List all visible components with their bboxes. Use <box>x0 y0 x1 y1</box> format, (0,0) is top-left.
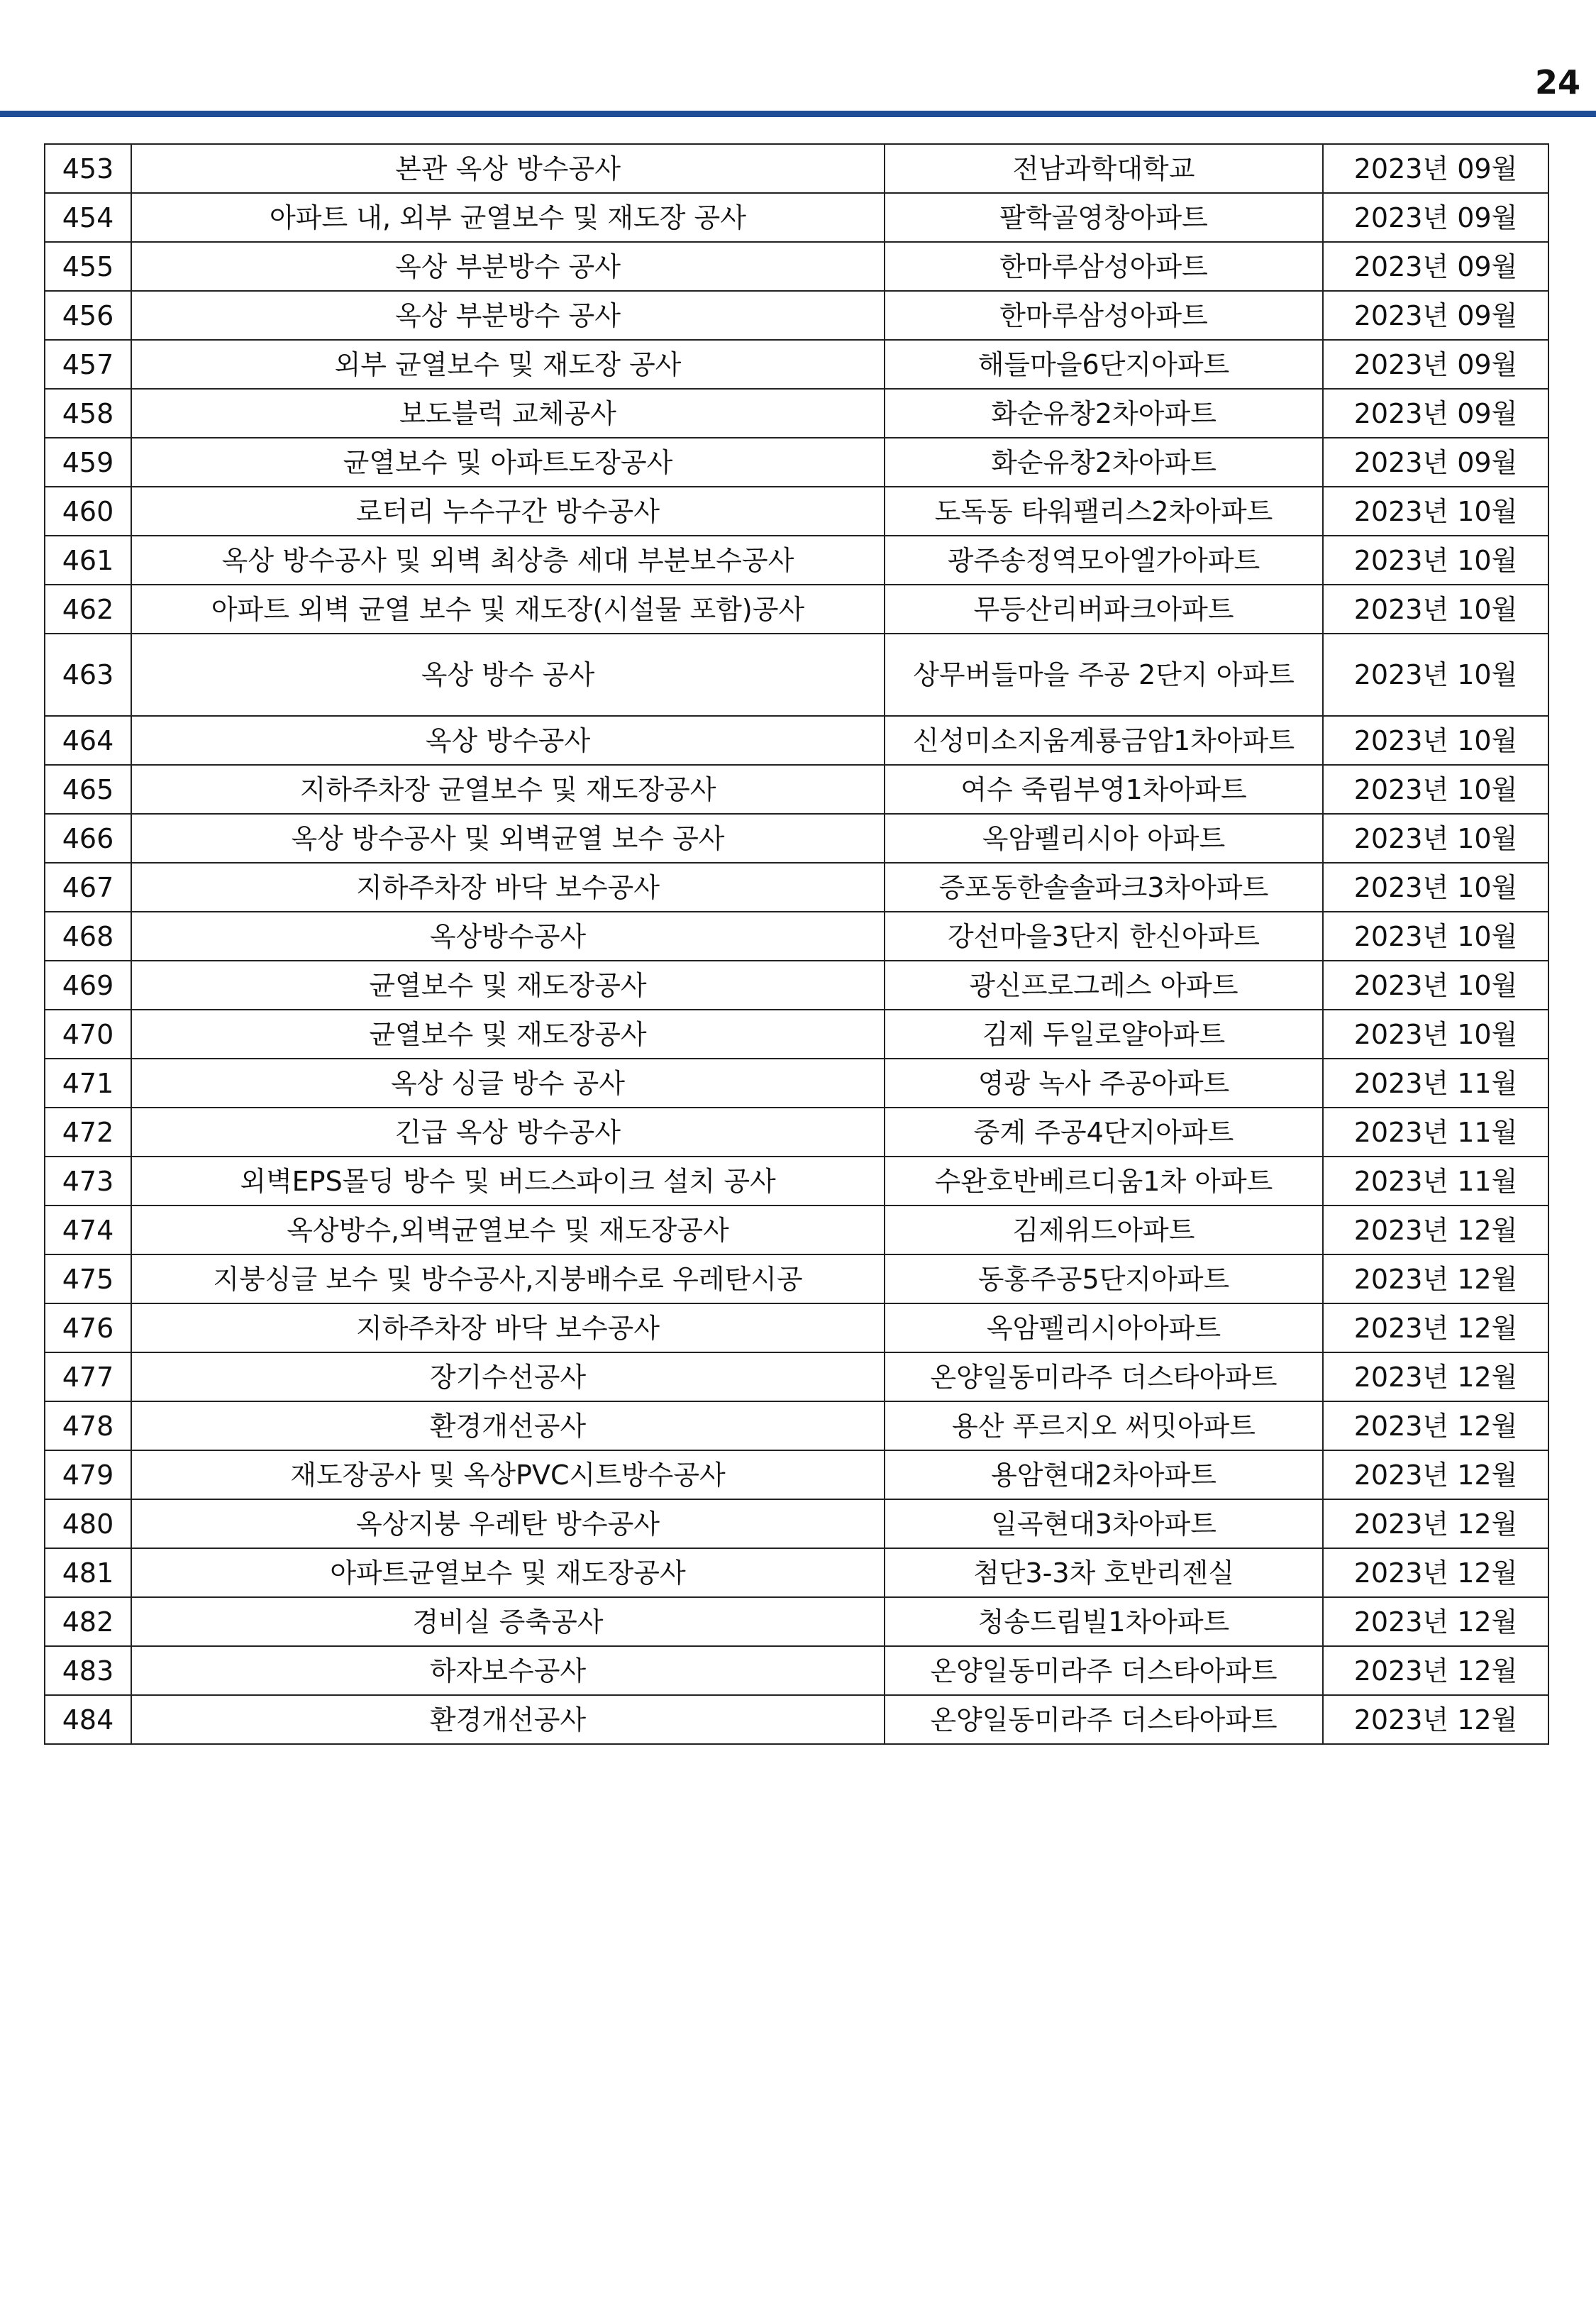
completion-date-cell: 2023년 09월 <box>1323 193 1548 242</box>
row-number-cell: 466 <box>45 814 131 863</box>
table-row <box>45 291 1548 340</box>
table-row <box>45 1206 1548 1254</box>
table-row <box>45 814 1548 863</box>
row-number-cell: 481 <box>45 1548 131 1597</box>
table-row <box>45 1010 1548 1059</box>
project-name-cell: 긴급 옥상 방수공사 <box>131 1108 885 1157</box>
project-name-cell: 지붕싱글 보수 및 방수공사,지붕배수로 우레탄시공 <box>131 1254 885 1303</box>
client-name-cell: 청송드림빌1차아파트 <box>885 1597 1323 1646</box>
client-name-cell: 강선마을3단지 한신아파트 <box>885 912 1323 961</box>
table-row <box>45 1450 1548 1499</box>
project-name-cell: 옥상 방수공사 <box>131 716 885 765</box>
client-name-cell: 온양일동미라주 더스타아파트 <box>885 1646 1323 1695</box>
client-name-cell: 한마루삼성아파트 <box>885 291 1323 340</box>
client-name-cell: 일곡현대3차아파트 <box>885 1499 1323 1548</box>
table-row <box>45 242 1548 291</box>
table-row <box>45 1548 1548 1597</box>
row-number-cell: 455 <box>45 242 131 291</box>
project-name-cell: 균열보수 및 아파트도장공사 <box>131 438 885 487</box>
completion-date-cell: 2023년 12월 <box>1323 1695 1548 1744</box>
row-number-cell: 478 <box>45 1401 131 1450</box>
row-number-cell: 480 <box>45 1499 131 1548</box>
row-number-cell: 473 <box>45 1157 131 1206</box>
project-name-cell: 경비실 증축공사 <box>131 1597 885 1646</box>
table-row <box>45 1695 1548 1744</box>
table-row <box>45 716 1548 765</box>
client-name-cell: 용산 푸르지오 써밋아파트 <box>885 1401 1323 1450</box>
client-name-cell: 동홍주공5단지아파트 <box>885 1254 1323 1303</box>
table-row <box>45 144 1548 193</box>
project-name-cell: 외벽EPS몰딩 방수 및 버드스파이크 설치 공사 <box>131 1157 885 1206</box>
project-name-cell: 하자보수공사 <box>131 1646 885 1695</box>
header-rule <box>0 111 1596 117</box>
table-row <box>45 585 1548 634</box>
completion-date-cell: 2023년 12월 <box>1323 1303 1548 1352</box>
client-name-cell: 중계 주공4단지아파트 <box>885 1108 1323 1157</box>
project-records-table <box>44 143 1549 1745</box>
project-name-cell: 옥상 싱글 방수 공사 <box>131 1059 885 1108</box>
row-number-cell: 453 <box>45 144 131 193</box>
client-name-cell: 도독동 타워팰리스2차아파트 <box>885 487 1323 536</box>
row-number-cell: 463 <box>45 634 131 716</box>
project-name-cell: 옥상방수,외벽균열보수 및 재도장공사 <box>131 1206 885 1254</box>
completion-date-cell: 2023년 10월 <box>1323 961 1548 1010</box>
completion-date-cell: 2023년 09월 <box>1323 144 1548 193</box>
project-name-cell: 균열보수 및 재도장공사 <box>131 1010 885 1059</box>
row-number-cell: 458 <box>45 389 131 438</box>
table-body <box>45 144 1548 1744</box>
row-number-cell: 454 <box>45 193 131 242</box>
project-name-cell: 재도장공사 및 옥상PVC시트방수공사 <box>131 1450 885 1499</box>
table-row <box>45 389 1548 438</box>
client-name-cell: 옥암펠리시아 아파트 <box>885 814 1323 863</box>
project-name-cell: 아파트 내, 외부 균열보수 및 재도장 공사 <box>131 193 885 242</box>
client-name-cell: 김제 두일로얄아파트 <box>885 1010 1323 1059</box>
table-row <box>45 1401 1548 1450</box>
row-number-cell: 474 <box>45 1206 131 1254</box>
client-name-cell: 온양일동미라주 더스타아파트 <box>885 1695 1323 1744</box>
project-name-cell: 환경개선공사 <box>131 1695 885 1744</box>
row-number-cell: 456 <box>45 291 131 340</box>
completion-date-cell: 2023년 12월 <box>1323 1646 1548 1695</box>
row-number-cell: 469 <box>45 961 131 1010</box>
row-number-cell: 461 <box>45 536 131 585</box>
row-number-cell: 476 <box>45 1303 131 1352</box>
completion-date-cell: 2023년 10월 <box>1323 585 1548 634</box>
table-row <box>45 1108 1548 1157</box>
row-number-cell: 482 <box>45 1597 131 1646</box>
completion-date-cell: 2023년 10월 <box>1323 814 1548 863</box>
row-number-cell: 479 <box>45 1450 131 1499</box>
table-row <box>45 1352 1548 1401</box>
project-name-cell: 보도블럭 교체공사 <box>131 389 885 438</box>
client-name-cell: 수완호반베르디움1차 아파트 <box>885 1157 1323 1206</box>
completion-date-cell: 2023년 10월 <box>1323 912 1548 961</box>
completion-date-cell: 2023년 10월 <box>1323 716 1548 765</box>
row-number-cell: 464 <box>45 716 131 765</box>
completion-date-cell: 2023년 12월 <box>1323 1548 1548 1597</box>
completion-date-cell: 2023년 10월 <box>1323 536 1548 585</box>
row-number-cell: 475 <box>45 1254 131 1303</box>
project-name-cell: 옥상 방수공사 및 외벽균열 보수 공사 <box>131 814 885 863</box>
page-number: 24 <box>1534 63 1580 101</box>
row-number-cell: 462 <box>45 585 131 634</box>
completion-date-cell: 2023년 10월 <box>1323 863 1548 912</box>
project-name-cell: 장기수선공사 <box>131 1352 885 1401</box>
client-name-cell: 광신프로그레스 아파트 <box>885 961 1323 1010</box>
row-number-cell: 459 <box>45 438 131 487</box>
client-name-cell: 화순유창2차아파트 <box>885 389 1323 438</box>
project-name-cell: 옥상 부분방수 공사 <box>131 242 885 291</box>
client-name-cell: 상무버들마을 주공 2단지 아파트 <box>885 634 1323 716</box>
client-name-cell: 온양일동미라주 더스타아파트 <box>885 1352 1323 1401</box>
table-row <box>45 1254 1548 1303</box>
table-row <box>45 634 1548 716</box>
completion-date-cell: 2023년 09월 <box>1323 340 1548 389</box>
row-number-cell: 460 <box>45 487 131 536</box>
client-name-cell: 팔학골영창아파트 <box>885 193 1323 242</box>
table-row <box>45 1059 1548 1108</box>
row-number-cell: 471 <box>45 1059 131 1108</box>
completion-date-cell: 2023년 10월 <box>1323 634 1548 716</box>
project-name-cell: 아파트 외벽 균열 보수 및 재도장(시설물 포함)공사 <box>131 585 885 634</box>
table-row <box>45 1646 1548 1695</box>
completion-date-cell: 2023년 11월 <box>1323 1108 1548 1157</box>
table-row <box>45 487 1548 536</box>
project-name-cell: 지하주차장 바닥 보수공사 <box>131 863 885 912</box>
client-name-cell: 첨단3-3차 호반리젠실 <box>885 1548 1323 1597</box>
completion-date-cell: 2023년 09월 <box>1323 438 1548 487</box>
client-name-cell: 무등산리버파크아파트 <box>885 585 1323 634</box>
project-name-cell: 지하주차장 바닥 보수공사 <box>131 1303 885 1352</box>
client-name-cell: 김제위드아파트 <box>885 1206 1323 1254</box>
table-row <box>45 912 1548 961</box>
project-name-cell: 아파트균열보수 및 재도장공사 <box>131 1548 885 1597</box>
completion-date-cell: 2023년 12월 <box>1323 1597 1548 1646</box>
table-row <box>45 536 1548 585</box>
row-number-cell: 465 <box>45 765 131 814</box>
row-number-cell: 472 <box>45 1108 131 1157</box>
table-row <box>45 961 1548 1010</box>
table-row <box>45 340 1548 389</box>
completion-date-cell: 2023년 12월 <box>1323 1450 1548 1499</box>
client-name-cell: 전남과학대학교 <box>885 144 1323 193</box>
client-name-cell: 옥암펠리시아아파트 <box>885 1303 1323 1352</box>
client-name-cell: 해들마을6단지아파트 <box>885 340 1323 389</box>
project-name-cell: 옥상지붕 우레탄 방수공사 <box>131 1499 885 1548</box>
project-name-cell: 환경개선공사 <box>131 1401 885 1450</box>
table-row <box>45 1499 1548 1548</box>
project-name-cell: 옥상 방수 공사 <box>131 634 885 716</box>
row-number-cell: 467 <box>45 863 131 912</box>
table-row <box>45 1157 1548 1206</box>
row-number-cell: 457 <box>45 340 131 389</box>
row-number-cell: 470 <box>45 1010 131 1059</box>
row-number-cell: 484 <box>45 1695 131 1744</box>
completion-date-cell: 2023년 12월 <box>1323 1206 1548 1254</box>
project-name-cell: 옥상 부분방수 공사 <box>131 291 885 340</box>
table-row <box>45 1303 1548 1352</box>
completion-date-cell: 2023년 09월 <box>1323 389 1548 438</box>
table-row <box>45 438 1548 487</box>
project-name-cell: 옥상 방수공사 및 외벽 최상층 세대 부분보수공사 <box>131 536 885 585</box>
row-number-cell: 477 <box>45 1352 131 1401</box>
project-name-cell: 본관 옥상 방수공사 <box>131 144 885 193</box>
row-number-cell: 468 <box>45 912 131 961</box>
completion-date-cell: 2023년 10월 <box>1323 765 1548 814</box>
row-number-cell: 483 <box>45 1646 131 1695</box>
client-name-cell: 신성미소지움계룡금암1차아파트 <box>885 716 1323 765</box>
client-name-cell: 화순유창2차아파트 <box>885 438 1323 487</box>
client-name-cell: 용암현대2차아파트 <box>885 1450 1323 1499</box>
client-name-cell: 증포동한솔솔파크3차아파트 <box>885 863 1323 912</box>
client-name-cell: 영광 녹사 주공아파트 <box>885 1059 1323 1108</box>
table-row <box>45 863 1548 912</box>
client-name-cell: 광주송정역모아엘가아파트 <box>885 536 1323 585</box>
completion-date-cell: 2023년 11월 <box>1323 1157 1548 1206</box>
completion-date-cell: 2023년 10월 <box>1323 1010 1548 1059</box>
client-name-cell: 여수 죽림부영1차아파트 <box>885 765 1323 814</box>
completion-date-cell: 2023년 09월 <box>1323 242 1548 291</box>
completion-date-cell: 2023년 11월 <box>1323 1059 1548 1108</box>
table-row <box>45 193 1548 242</box>
client-name-cell: 한마루삼성아파트 <box>885 242 1323 291</box>
completion-date-cell: 2023년 12월 <box>1323 1499 1548 1548</box>
table-row <box>45 1597 1548 1646</box>
project-name-cell: 지하주차장 균열보수 및 재도장공사 <box>131 765 885 814</box>
completion-date-cell: 2023년 12월 <box>1323 1254 1548 1303</box>
project-name-cell: 옥상방수공사 <box>131 912 885 961</box>
project-name-cell: 외부 균열보수 및 재도장 공사 <box>131 340 885 389</box>
completion-date-cell: 2023년 10월 <box>1323 487 1548 536</box>
project-name-cell: 로터리 누수구간 방수공사 <box>131 487 885 536</box>
project-name-cell: 균열보수 및 재도장공사 <box>131 961 885 1010</box>
completion-date-cell: 2023년 09월 <box>1323 291 1548 340</box>
completion-date-cell: 2023년 12월 <box>1323 1352 1548 1401</box>
table-row <box>45 765 1548 814</box>
completion-date-cell: 2023년 12월 <box>1323 1401 1548 1450</box>
